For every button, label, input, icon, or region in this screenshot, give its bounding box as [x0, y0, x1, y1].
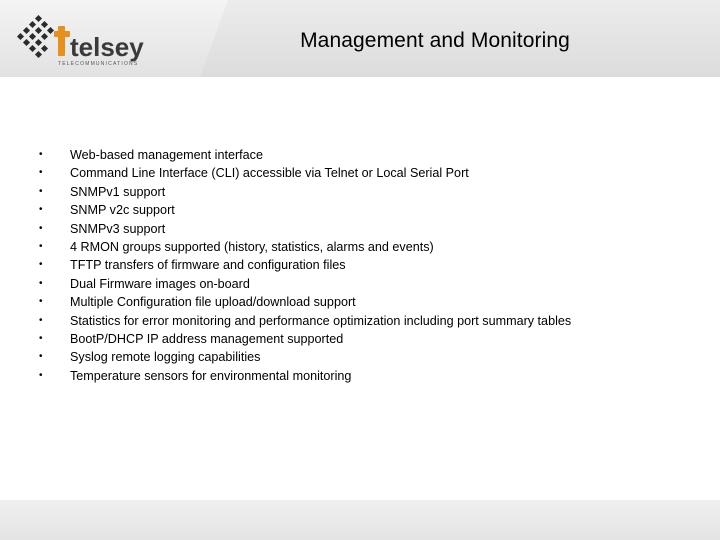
bullet-text: BootP/DHCP IP address management supported — [70, 332, 344, 347]
bullet-dot: • — [39, 314, 43, 326]
logo-dot-grid — [17, 15, 54, 58]
bullet-text: 4 RMON groups supported (history, statistics, alarms and events) — [70, 240, 434, 255]
bullet-text: SNMPv3 support — [70, 221, 166, 236]
bullet-item — [40, 275, 600, 293]
bullet-text: Temperature sensors for environmental monitoring — [70, 368, 352, 383]
bullet-text: TFTP transfers of firmware and configuration files — [70, 258, 346, 273]
bullet-dot: • — [39, 351, 43, 363]
telsey-logo-graphic — [14, 14, 154, 66]
bullet-item — [40, 312, 600, 330]
bullet-dot: • — [39, 222, 43, 234]
bullet-text: Command Line Interface (CLI) accessible via Telnet or Local Serial Port — [70, 166, 469, 181]
bullet-text: Web-based management interface — [70, 148, 263, 162]
bullet-dot: • — [39, 241, 43, 253]
slide-title: Management and Monitoring — [300, 29, 570, 52]
bullet-item — [40, 238, 600, 256]
bullet-dot: • — [39, 204, 43, 216]
bullet-dot: • — [39, 167, 43, 179]
bullet-text: SNMP v2c support — [70, 203, 175, 218]
bullet-item — [40, 330, 600, 348]
bullet-item — [40, 367, 600, 385]
bullet-text: Multiple Configuration file upload/download support — [70, 295, 356, 310]
logo-brand-text: telsey — [70, 32, 144, 62]
bullet-text: SNMPv1 support — [70, 184, 166, 199]
bullet-item — [40, 201, 600, 219]
bullet-text: Dual Firmware images on-board — [70, 276, 250, 291]
bullet-dot: • — [39, 149, 43, 160]
bullet-dot: • — [39, 333, 43, 345]
bullet-item — [40, 146, 600, 164]
bullet-text: Syslog remote logging capabilities — [70, 350, 261, 365]
bullet-item — [40, 348, 600, 366]
bullet-item — [40, 164, 600, 182]
telsey-logo — [14, 14, 154, 66]
slide-header — [0, 0, 720, 77]
bullet-text: Statistics for error monitoring and performance optimization including port summary tables — [70, 313, 572, 328]
bullet-item — [40, 256, 600, 274]
bullet-item — [40, 183, 600, 201]
bullet-dot: • — [39, 185, 43, 197]
slide-footer — [0, 500, 720, 540]
logo-tagline: TELECOMMUNICATIONS — [58, 61, 139, 66]
bullet-item — [40, 293, 600, 311]
bullet-dot: • — [39, 296, 43, 308]
feature-bullet-list — [40, 146, 600, 385]
bullet-dot: • — [39, 277, 43, 289]
bullet-dot: • — [39, 259, 43, 271]
logo-t-mark — [54, 26, 70, 56]
bullet-dot: • — [39, 369, 43, 381]
bullet-item — [40, 220, 600, 238]
